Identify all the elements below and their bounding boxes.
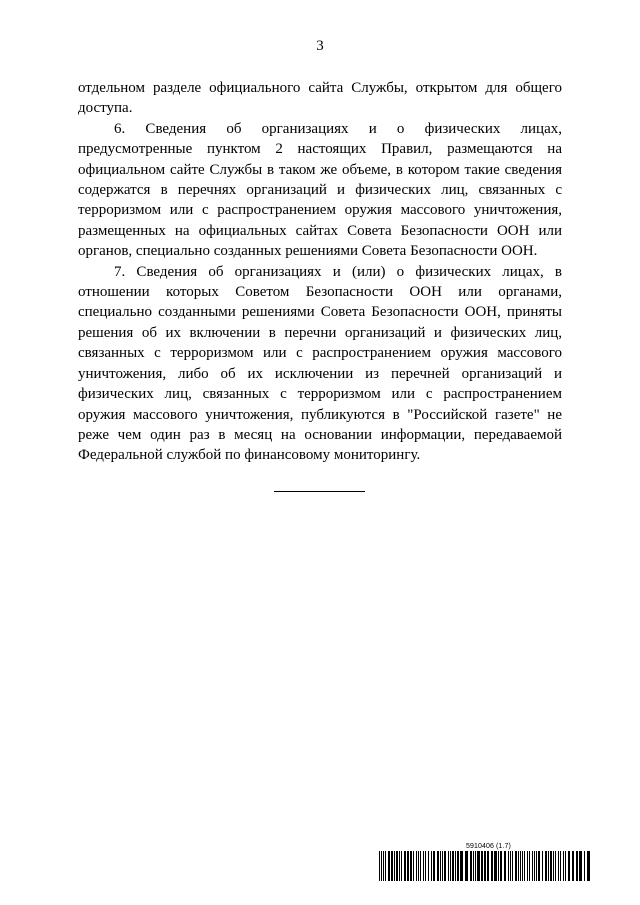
barcode-bar	[579, 851, 582, 881]
barcode-bar	[444, 851, 446, 881]
barcode-bar	[560, 851, 561, 881]
barcode-bar	[484, 851, 486, 881]
page-number: 3	[316, 38, 324, 54]
barcode-bar	[520, 851, 521, 881]
barcode-bar	[455, 851, 456, 881]
barcode-bar	[475, 851, 476, 881]
barcode-bar	[500, 851, 502, 881]
document-code: 5910406 (1.7)	[466, 843, 511, 850]
barcode-bar	[394, 851, 395, 881]
barcode-bar	[388, 851, 390, 881]
barcode-bar	[423, 851, 424, 881]
barcode-bar	[522, 851, 523, 881]
barcode-bar	[529, 851, 530, 881]
barcode-bar	[491, 851, 493, 881]
barcode-bar	[407, 851, 409, 881]
barcode-bar	[542, 851, 543, 881]
barcode-bar	[563, 851, 564, 881]
barcode-bar	[452, 851, 454, 881]
barcode-bar	[548, 851, 549, 881]
barcode-bar	[379, 851, 380, 881]
paragraph-item-6: 6. Сведения об организациях и о физических лицах, предусмотренные пунктом 2 настоящих Правил, размещаются на официальном сайте Службы в таком же объеме, в котором такие сведения содержатся в перечнях организаций и физических лиц, связанных с терроризмом или с распространением оружия массового уничтожения, размещенных на официальных сайтах Совета Безопасности ООН или органов, специально созданных решениями Совета Безопасности ООН.	[78, 120, 562, 260]
barcode-bar	[508, 851, 509, 881]
barcode-bar	[437, 851, 439, 881]
barcode-bar	[558, 851, 559, 881]
barcode-bar	[536, 851, 537, 881]
barcode-bar	[477, 851, 480, 881]
barcode-bar	[527, 851, 528, 881]
barcode-bar	[487, 851, 489, 881]
barcode-bar	[532, 851, 533, 881]
barcode-bar	[385, 851, 386, 881]
barcode-bar	[442, 851, 443, 881]
barcode-bar	[465, 851, 468, 881]
barcode-bar	[416, 851, 417, 881]
barcode-bar	[538, 851, 540, 881]
barcode-bar	[498, 851, 499, 881]
barcode-bar	[448, 851, 449, 881]
barcode-bar	[428, 851, 429, 881]
barcode-bar	[404, 851, 406, 881]
barcode-bar	[413, 851, 414, 881]
barcode-bar	[515, 851, 517, 881]
barcode-bar	[401, 851, 402, 881]
barcode-bar	[568, 851, 570, 881]
barcode-bar	[425, 851, 426, 881]
barcode-bar	[450, 851, 451, 881]
barcode-bar	[510, 851, 511, 881]
barcode-bar	[504, 851, 506, 881]
document-body	[78, 78, 562, 466]
barcode-bar	[440, 851, 441, 881]
barcode-bar	[383, 851, 384, 881]
barcode-bar	[584, 851, 585, 881]
barcode-bar	[460, 851, 463, 881]
barcode-bar	[418, 851, 419, 881]
barcode-bar	[410, 851, 412, 881]
barcode-bar	[494, 851, 497, 881]
barcode-bar	[420, 851, 421, 881]
barcode-bar	[512, 851, 513, 881]
barcode-bar	[470, 851, 472, 881]
barcode-bar	[553, 851, 554, 881]
barcode-bar	[576, 851, 578, 881]
barcode-bar	[555, 851, 556, 881]
paragraph-item-7: 7. Сведения об организациях и (или) о физических лицах, в отношении которых Советом Безопасности ООН или органами, специально созданными решениями Совета Безопасности ООН, приняты решения об их включении в перечни организаций и физических лиц, связанных с терроризмом или с распространением оружия массового уничтожения, либо об их исключении из перечней организаций и физических лиц, связанных с терроризмом или с распространением оружия массового уничтожения, публикуются в "Российской газете" не реже чем один раз в месяц на основании информации, передаваемой Федеральной службой по финансовому мониторингу.	[78, 263, 562, 464]
barcode-bar	[565, 851, 566, 881]
paragraph-continuation: отдельном разделе официального сайта Службы, открытом для общего доступа.	[78, 80, 562, 117]
barcode-bar	[524, 851, 525, 881]
barcode-bar	[457, 851, 459, 881]
barcode-bar	[587, 851, 590, 881]
barcode-bar	[481, 851, 483, 881]
barcode-bar	[518, 851, 519, 881]
barcode-image	[379, 851, 591, 881]
barcode-bar	[473, 851, 474, 881]
barcode-bar	[431, 851, 432, 881]
barcode-bar	[572, 851, 574, 881]
barcode-bar	[396, 851, 398, 881]
barcode-bar	[391, 851, 393, 881]
barcode-bar	[381, 851, 382, 881]
barcode-bar	[545, 851, 547, 881]
barcode-bar	[550, 851, 552, 881]
end-separator-line	[274, 491, 365, 492]
barcode-bar	[399, 851, 400, 881]
barcode-bar	[433, 851, 435, 881]
barcode-bar	[534, 851, 535, 881]
